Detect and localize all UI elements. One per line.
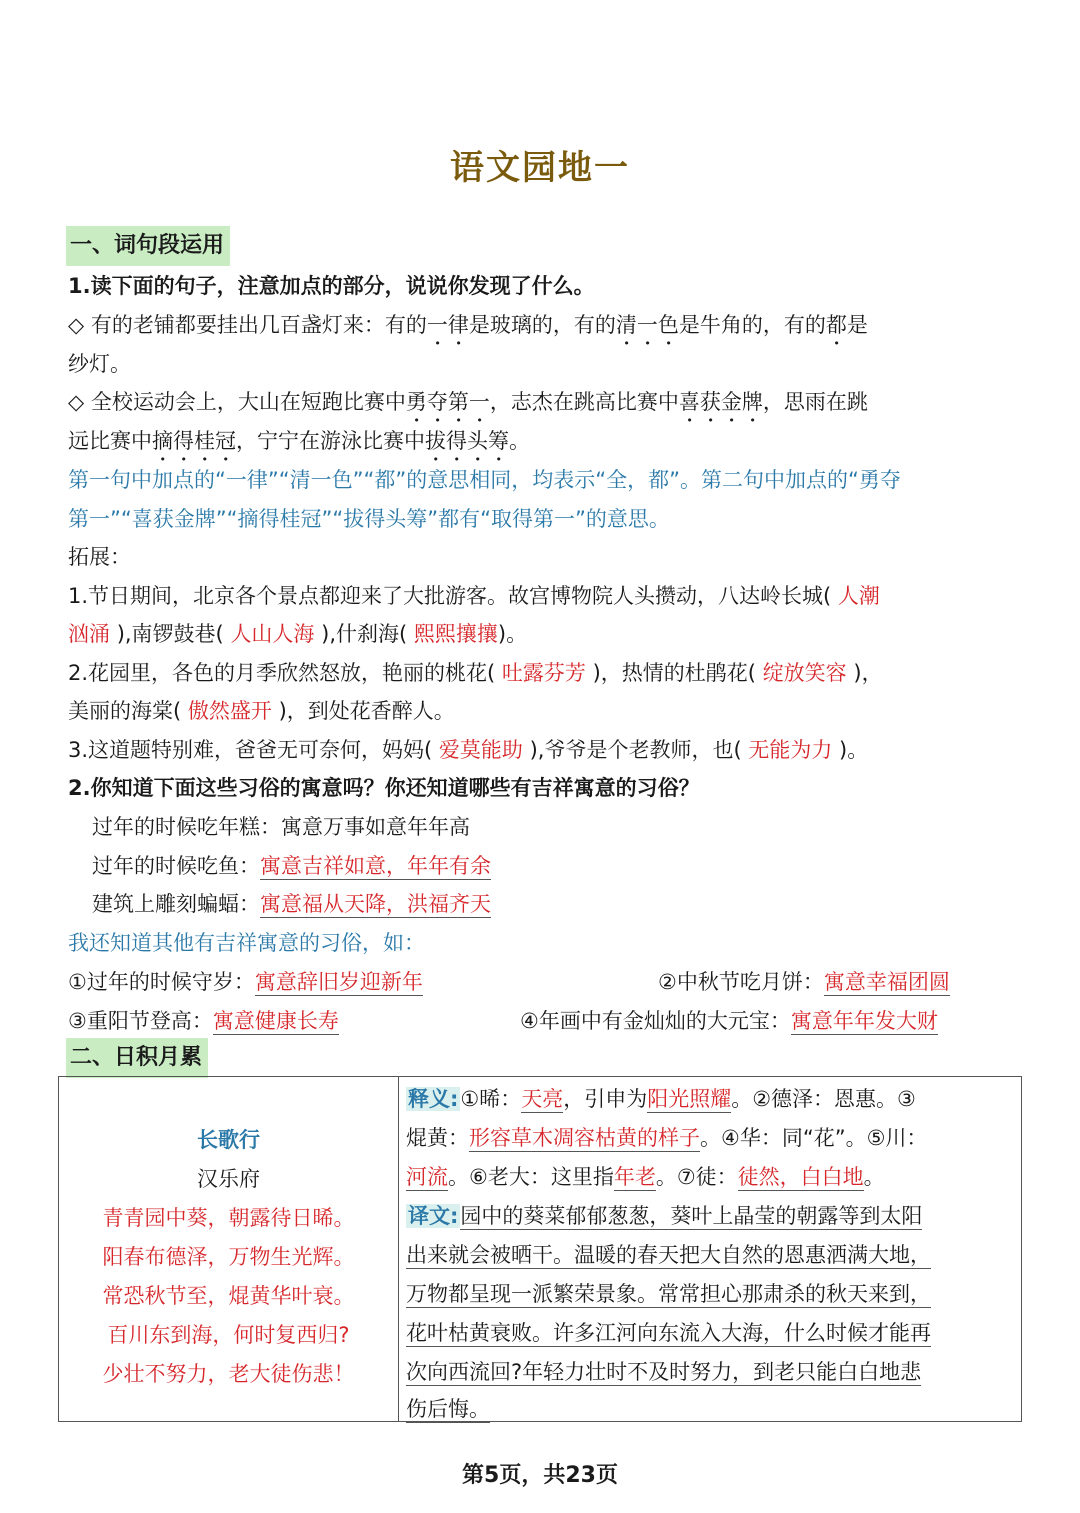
answer-text: 寓意健康长寿 (212, 1009, 339, 1033)
answer-text: 傲然盛开 (187, 699, 272, 723)
sentence-2-line1: ◇ 全校运动会上，大山在短跑比赛中勇夺第一，志杰在跳高比赛中喜获金牌，思雨在跳 (68, 390, 868, 414)
dotted-word: 清一色 (615, 313, 679, 337)
dotted-word: 拔得头筹 (425, 429, 509, 453)
expand-1-line1: 1.节日期间，北京各个景点都迎来了大批游客。故宫博物院人头攒动，八达岭长城( 人潮 (68, 584, 880, 608)
know-3: ③重阳节登高：寓意健康长寿 (68, 1009, 339, 1033)
translation-line: 次向西流回?年轻力壮时不及时努力，到老只能白白地悲 (406, 1360, 922, 1384)
notes-line-3: 河流。⑥老大：这里指年老。⑦徒：徒然，白白地。 (406, 1165, 885, 1189)
dotted-word: 勇夺第一 (405, 390, 490, 414)
answer-text: 无能为力 (748, 738, 833, 762)
sentence-2-line2: 远比赛中摘得桂冠，宁宁在游泳比赛中拔得头筹。 (68, 429, 530, 453)
answer-text: 人潮 (837, 584, 880, 608)
page-footer: 第5页，共23页 (462, 1463, 618, 1488)
poem-line: 常恐秋节至，焜黄华叶衰。 (102, 1284, 355, 1308)
translation-line: 伤后悔。 (406, 1397, 490, 1421)
answer-text: 熙熙攘攘 (413, 622, 498, 646)
poem-line: 青青园中葵，朝露待日晞。 (102, 1206, 355, 1230)
table-divider (398, 1077, 399, 1421)
notes-tag: 释义: (408, 1087, 459, 1111)
answer-text: 寓意年年发大财 (790, 1009, 938, 1033)
know-more: 我还知道其他有吉祥寓意的习俗，如： (68, 931, 425, 955)
expand-2-line1: 2.花园里，各色的月季欣然怒放，艳丽的桃花( 吐露芬芳 )，热情的杜鹃花( 绽放笑容 )， (68, 661, 883, 685)
poem-line: 少壮不努力，老大徒伤悲！ (102, 1362, 355, 1386)
sentence-1-line1: ◇ 有的老铺都要挂出几百盏灯来：有的一律是玻璃的，有的清一色是牛角的，有的都是 (68, 313, 868, 337)
dotted-word: 喜获金牌 (678, 390, 763, 414)
expand-2-line2: 美丽的海棠( 傲然盛开 )，到处花香醉人。 (68, 699, 455, 723)
know-1: ①过年的时候守岁：寓意辞旧岁迎新年 (68, 970, 423, 994)
expand-label: 拓展： (68, 545, 131, 569)
know-4: ④年画中有金灿灿的大元宝：寓意年年发大财 (520, 1009, 938, 1033)
question-1: 1.读下面的句子，注意加点的部分，说说你发现了什么。 (68, 274, 595, 298)
answer-line-2: 第一”“喜获金牌”“摘得桂冠”“拔得头筹”都有“取得第一”的意思。 (68, 507, 670, 531)
answer-line-1: 第一句中加点的“一律”“清一色”“都”的意思相同，均表示“全，都”。第二句中加点的“勇夺 (68, 468, 901, 492)
dotted-word: 摘得桂冠 (152, 429, 236, 453)
dotted-word: 都 (825, 313, 847, 337)
expand-3: 3.这道题特别难，爸爸无可奈何，妈妈( 爱莫能助 ),爷爷是个老教师，也( 无能为力 )。 (68, 738, 869, 762)
answer-text: 寓意幸福团圆 (823, 970, 950, 994)
translation-line: 万物都呈现一派繁荣景象。常常担心那肃杀的秋天来到， (406, 1282, 931, 1306)
answer-text: 爱莫能助 (438, 738, 523, 762)
translation-tag: 译文: (408, 1204, 459, 1228)
page-title: 语文园地一 (450, 148, 630, 188)
poem-line: 阳春布德泽，万物生光辉。 (102, 1245, 355, 1269)
question-2: 2.你知道下面这些习俗的寓意吗？你还知道哪些有吉祥寓意的习俗？ (68, 776, 700, 800)
answer-text: 绽放笑容 (762, 661, 847, 685)
notes-line-1: 释义:①晞：天亮，引申为阳光照耀。②德泽：恩惠。③ (408, 1087, 916, 1111)
answer-text: 汹涌 (68, 622, 110, 646)
answer-text: 吐露芬芳 (501, 661, 586, 685)
notes-line-2: 焜黄：形容草木凋容枯黄的样子。④华：同“花”。⑤川： (406, 1126, 928, 1150)
answer-text: 人山人海 (230, 622, 315, 646)
poem-table (58, 1076, 1022, 1422)
dotted-word: 一律 (426, 313, 469, 337)
section2-heading: 二、日积月累 (66, 1038, 208, 1078)
section1-heading: 一、词句段运用 (66, 226, 230, 266)
poem-line: 百川东到海，何时复西归? (107, 1323, 350, 1347)
know-2: ②中秋节吃月饼：寓意幸福团圆 (658, 970, 950, 994)
custom-2: 过年的时候吃鱼：寓意吉祥如意，年年有余 (92, 854, 491, 878)
custom-1: 过年的时候吃年糕：寓意万事如意年年高 (92, 815, 470, 839)
sentence-1-line2: 纱灯。 (68, 352, 131, 376)
poem-author: 汉乐府 (197, 1167, 260, 1191)
expand-1-line2: 汹涌 ),南锣鼓巷( 人山人海 ),什刹海( 熙熙攘攘)。 (68, 622, 528, 646)
custom-3: 建筑上雕刻蝙蝠：寓意福从天降，洪福齐天 (92, 892, 491, 916)
translation-line: 出来就会被晒干。温暖的春天把大自然的恩惠洒满大地， (406, 1243, 931, 1267)
answer-text: 寓意福从天降，洪福齐天 (260, 892, 491, 916)
poem-title: 长歌行 (197, 1128, 260, 1152)
translation-line-1: 译文:园中的葵菜郁郁葱葱，葵叶上晶莹的朝露等到太阳 (408, 1204, 923, 1228)
translation-line: 花叶枯黄衰败。许多江河向东流入大海，什么时候才能再 (406, 1321, 931, 1345)
answer-text: 寓意吉祥如意，年年有余 (260, 854, 491, 878)
answer-text: 寓意辞旧岁迎新年 (254, 970, 423, 994)
